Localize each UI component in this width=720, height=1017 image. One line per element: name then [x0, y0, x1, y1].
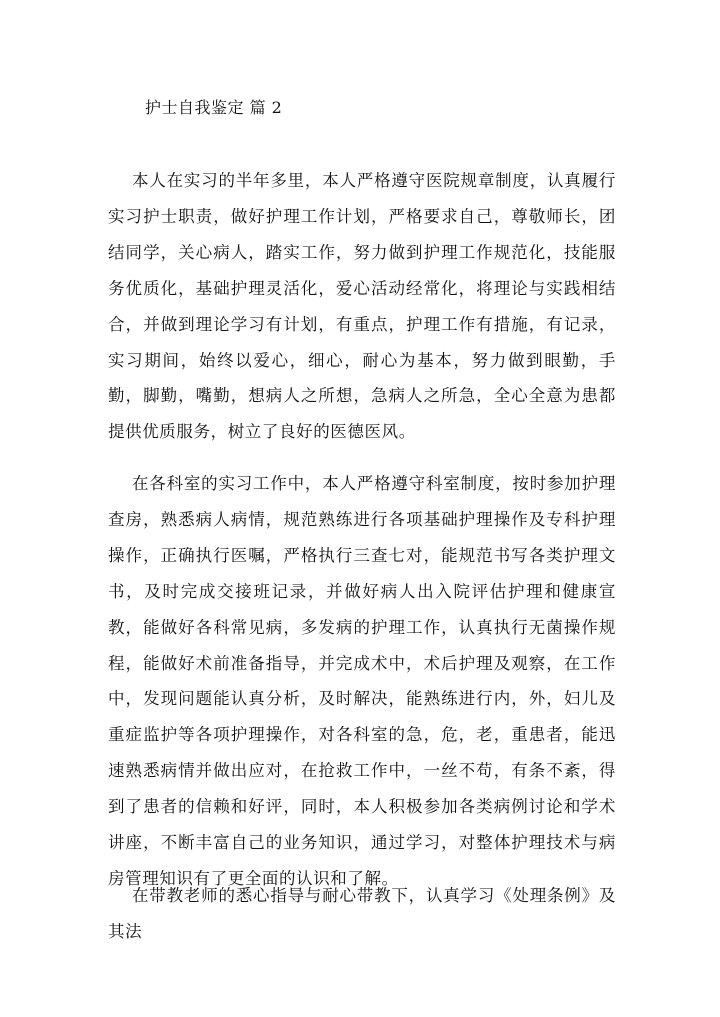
- paragraph-2: 在各科室的实习工作中，本人严格遵守科室制度，按时参加护理查房，熟悉病人病情，规范熟练进行各项基础护理操作及专科护理操作，正确执行医嘱，严格执行三查七对，能规范书写各类护理文书，及时完成交接班记录，并做好病人出入院评估护理和健康宣教，能做好各科常见病，多发病的护理工作，认真执行无菌操作规程，能做好术前准备指导，并完成术中，术后护理及观察，在工作中，发现问题能认真分析，及时解决，能熟练进行内，外，妇儿及重症监护等各项护理操作，对各科室的急，危，老，重患者，能迅速熟悉病情并做出应对，在抢救工作中，一丝不苟，有条不紊，得到了患者的信赖和好评，同时，本人积极参加各类病例讨论和学术讲座，不断丰富自己的业务知识，通过学习，对整体护理技术与病房管理知识有了更全面的认识和了解。: [108, 474, 616, 888]
- paragraph-3: 在带教老师的悉心指导与耐心带教下，认真学习《处理条例》及其法: [108, 886, 616, 941]
- document-title: 护士自我鉴定 篇 2: [145, 98, 283, 117]
- paragraph-1: 本人在实习的半年多里，本人严格遵守医院规章制度，认真履行实习护士职责，做好护理工作计划，严格要求自己，尊敬师长，团结同学，关心病人，踏实工作，努力做到护理工作规范化，技能服务优质化，基础护理灵活化，爱心活动经常化，将理论与实践相结合，并做到理论学习有计划，有重点，护理工作有措施，有记录，实习期间，始终以爱心，细心，耐心为基本，努力做到眼勤，手勤，脚勤，嘴勤，想病人之所想，急病人之所急，全心全意为患都提供优质服务，树立了良好的医德医风。: [108, 171, 616, 442]
